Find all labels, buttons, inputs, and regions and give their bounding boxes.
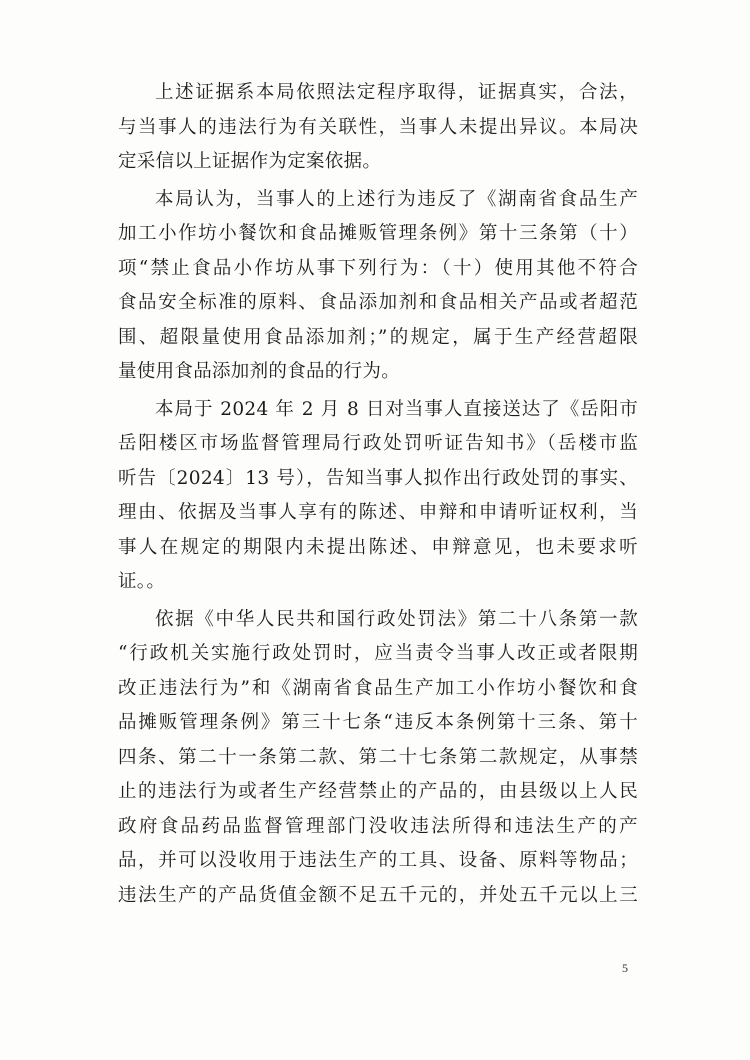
paragraph-2-line-2: 加工小作坊小餐饮和食品摊贩管理条例》第十三条第（十） bbox=[118, 223, 638, 244]
paragraph-3-line-4: 理由、依据及当事人享有的陈述、申辩和申请听证权利，当 bbox=[118, 502, 638, 523]
page-number: 5 bbox=[622, 961, 628, 975]
document-body bbox=[118, 76, 638, 913]
paragraph-1-line-3: 定采信以上证据作为定案依据。 bbox=[118, 151, 382, 172]
paragraph-3-line-5: 事人在规定的期限内未提出陈述、申辩意见，也未要求听 bbox=[118, 536, 638, 558]
paragraph-2-line-1: 本局认为，当事人的上述行为违反了《湖南省食品生产 bbox=[155, 188, 638, 210]
paragraph-2-line-3: 项“禁止食品小作坊从事下列行为：（十）使用其他不符合 bbox=[118, 257, 638, 279]
paragraph-4-line-2: “行政机关实施行政处罚时，应当责令当事人改正或者限期 bbox=[118, 643, 638, 664]
paragraph-4-line-9: 违法生产的产品货值金额不足五千元的，并处五千元以上三 bbox=[118, 884, 638, 906]
paragraph-1-line-1: 上述证据系本局依照法定程序取得，证据真实，合法， bbox=[155, 82, 638, 103]
paragraph-2-line-6: 量使用食品添加剂的食品的行为。 bbox=[118, 361, 401, 382]
paragraph-4-line-1: 依据《中华人民共和国行政处罚法》第二十八条第一款 bbox=[155, 608, 638, 630]
paragraph-4-line-8: 品，并可以没收用于违法生产的工具、设备、原料等物品； bbox=[118, 850, 638, 871]
paragraph-2-line-4: 食品安全标准的原料、食品添加剂和食品相关产品或者超范 bbox=[118, 292, 638, 313]
paragraph-4-line-7: 政府食品药品监督管理部门没收违法所得和违法生产的产 bbox=[118, 815, 638, 837]
paragraph-4-line-4: 品摊贩管理条例》第三十七条“违反本条例第十三条、第十 bbox=[118, 712, 638, 733]
paragraph-4-line-6: 止的违法行为或者生产经营禁止的产品的，由县级以上人民 bbox=[118, 781, 638, 802]
paragraph-3-line-1: 本局于 2024 年 2 月 8 日对当事人直接送达了《岳阳市 bbox=[155, 398, 638, 420]
paragraph-3-line-2: 岳阳楼区市场监督管理局行政处罚听证告知书》（岳楼市监 bbox=[118, 433, 638, 454]
paragraph-4-line-5: 四条、第二十一条第二款、第二十七条第二款规定，从事禁 bbox=[118, 746, 638, 768]
paragraph-1-line-2: 与当事人的违法行为有关联性，当事人未提出异议。本局决 bbox=[118, 116, 638, 138]
paragraph-3-line-6: 证。。 bbox=[118, 571, 166, 592]
paragraph-3-line-3: 听告〔2024〕13 号），告知当事人拟作出行政处罚的事实、 bbox=[118, 467, 638, 489]
paragraph-2-line-5: 围、超限量使用食品添加剂；”的规定，属于生产经营超限 bbox=[118, 326, 638, 348]
paragraph-4-line-3: 改正违法行为”和《湖南省食品生产加工小作坊小餐饮和食 bbox=[118, 677, 638, 699]
